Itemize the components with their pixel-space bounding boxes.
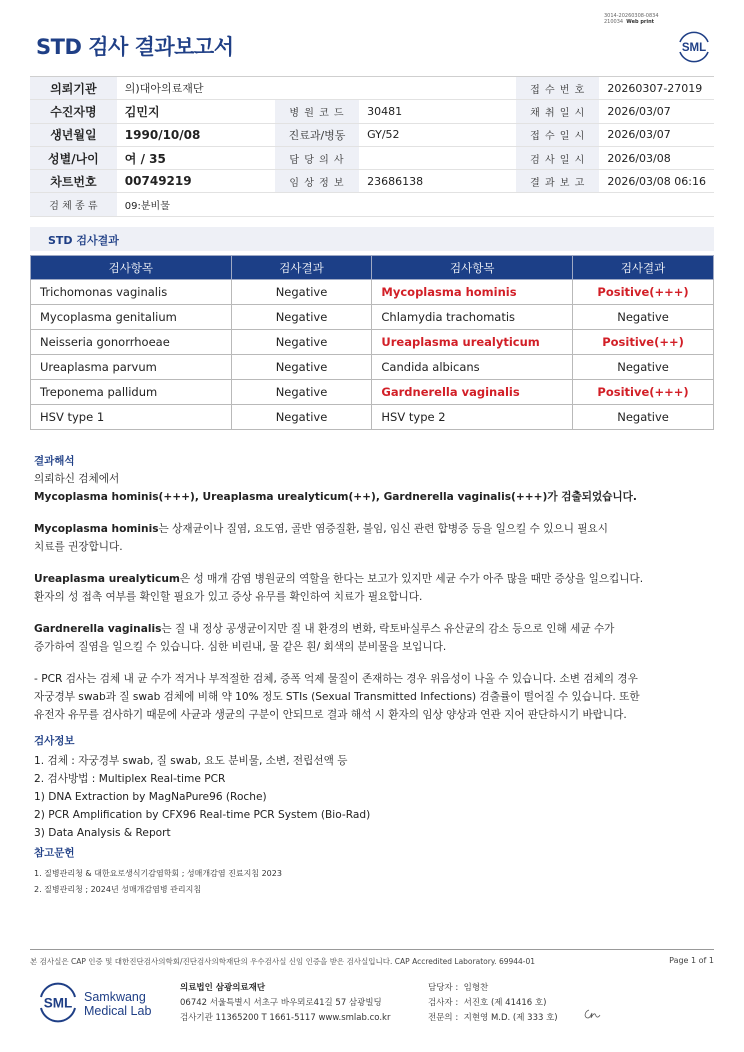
interpretation-intro: 의뢰하신 검체에서 bbox=[34, 473, 120, 485]
label-patient-name: 수진자명 bbox=[30, 100, 117, 123]
page-title: STD 검사 결과보고서 bbox=[36, 35, 234, 59]
receipt-date: 2026/03/07 bbox=[599, 123, 714, 146]
hospital-code: 30481 bbox=[359, 100, 516, 123]
patient-name: 김민지 bbox=[117, 100, 275, 123]
test-item: Mycoplasma genitalium bbox=[31, 305, 232, 330]
footer-divider bbox=[30, 949, 714, 950]
test-item: Ureaplasma urealyticum bbox=[372, 330, 573, 355]
label-hospital-code: 병 원 코 드 bbox=[275, 100, 359, 123]
test-info-item: 2) PCR Amplification by CFX96 Real-time PCR System (Bio-Rad) bbox=[34, 809, 371, 821]
test-item: HSV type 2 bbox=[372, 405, 573, 430]
page-number: Page 1 of 1 bbox=[669, 956, 714, 965]
label-result-report: 결 과 보 고 bbox=[516, 170, 599, 193]
header-test-item: 검사항목 bbox=[372, 256, 573, 280]
test-result: Negative bbox=[231, 280, 372, 305]
chart-number: 00749219 bbox=[117, 170, 275, 193]
test-item: Neisseria gonorrhoeae bbox=[31, 330, 232, 355]
staff-name: 임형찬 bbox=[463, 983, 489, 993]
label-receipt-number: 접 수 번 호 bbox=[516, 77, 599, 100]
test-result: Negative bbox=[573, 405, 714, 430]
test-item: Ureaplasma parvum bbox=[31, 355, 232, 380]
test-item: Gardnerella vaginalis bbox=[372, 380, 573, 405]
label-collection-date: 채 취 일 시 bbox=[516, 100, 599, 123]
receipt-number: 20260307-27019 bbox=[599, 77, 714, 100]
test-result: Negative bbox=[231, 380, 372, 405]
document-code: 3014-20260308-0834 210034 Web print bbox=[604, 13, 659, 25]
label-birth-date: 생년월일 bbox=[30, 123, 117, 146]
interpretation-paragraph: Mycoplasma hominis는 상재균이나 질염, 요도염, 골반 염증질환, 불임, 임신 관련 합병증 등을 일으킬 수 있으니 필요시 bbox=[34, 523, 609, 535]
test-result: Negative bbox=[231, 330, 372, 355]
specimen-type: 09:분비물 bbox=[117, 193, 714, 216]
staff-name: 서진호 (제 41416 호) bbox=[463, 998, 547, 1008]
sex-age: 여 / 35 bbox=[117, 146, 275, 169]
test-result: Negative bbox=[573, 305, 714, 330]
test-info-heading: 검사정보 bbox=[34, 735, 75, 747]
accreditation-note: 본 검사실은 CAP 인증 및 대한진단검사의학회/진단검사의학재단의 우수검사실 신임 인증을 받은 검사실입니다. CAP Accredited Laboratory. 69944-01 bbox=[30, 957, 536, 966]
table-row bbox=[31, 305, 714, 330]
test-item: Chlamydia trachomatis bbox=[372, 305, 573, 330]
patient-info-table bbox=[30, 76, 714, 217]
test-item: Candida albicans bbox=[372, 355, 573, 380]
svg-text:SML: SML bbox=[681, 42, 707, 54]
results-section-title: STD 검사결과 bbox=[30, 227, 714, 251]
clinical-info: 23686138 bbox=[359, 170, 516, 193]
label-specimen-type: 검 체 종 류 bbox=[30, 193, 117, 216]
signature bbox=[582, 1008, 602, 1020]
label-requesting-institution: 의뢰기관 bbox=[30, 77, 117, 100]
label-chart-number: 차트번호 bbox=[30, 170, 117, 193]
test-date: 2026/03/08 bbox=[599, 146, 714, 169]
references-heading: 참고문헌 bbox=[34, 847, 75, 859]
test-item: Mycoplasma hominis bbox=[372, 280, 573, 305]
test-result: Positive(++) bbox=[573, 330, 714, 355]
test-info-item: 2. 검사방법 : Multiplex Real-time PCR bbox=[34, 773, 226, 785]
collection-date: 2026/03/07 bbox=[599, 100, 714, 123]
interpretation-paragraph: Ureaplasma urealyticum은 성 매개 감염 병원균의 역할을 한다는 보고가 있지만 세균 수가 아주 많을 때만 증상을 일으킵니다. bbox=[34, 573, 644, 585]
svg-text:SML: SML bbox=[43, 995, 73, 1011]
test-info-item: 1. 검체 : 자궁경부 swab, 질 swab, 요도 분비물, 소변, 전립선액 등 bbox=[34, 755, 348, 767]
table-row bbox=[31, 380, 714, 405]
header-test-result: 검사결과 bbox=[573, 256, 714, 280]
table-row bbox=[31, 355, 714, 380]
test-item: HSV type 1 bbox=[31, 405, 232, 430]
staff-info: 담당자 : 임형찬 검사자 : 서진호 (제 41416 호) 전문의 : 지현영 M.D. (제 333 호) bbox=[428, 983, 558, 1023]
sml-logo bbox=[675, 27, 713, 65]
sml-logo bbox=[36, 980, 80, 1024]
pcr-note: - PCR 검사는 검체 내 균 수가 적거나 부적절한 검체, 증폭 억제 물질이 존재하는 경우 위음성이 나올 수 있습니다. 소변 검체의 경우 bbox=[34, 673, 638, 685]
reference-item: 2. 질병관리청 ; 2024년 성매개감염병 관리지침 bbox=[34, 885, 202, 894]
header-test-item: 검사항목 bbox=[31, 256, 232, 280]
label-sex-age: 성별/나이 bbox=[30, 146, 117, 169]
label-test-date: 검 사 일 시 bbox=[516, 146, 599, 169]
test-item: Trichomonas vaginalis bbox=[31, 280, 232, 305]
reference-item: 1. 질병관리청 & 대한요로생식기감염학회 ; 성매개감염 진료지침 2023 bbox=[34, 869, 282, 878]
test-item: Treponema pallidum bbox=[31, 380, 232, 405]
brand-name: Samkwang Medical Lab bbox=[84, 990, 152, 1018]
label-department: 진료과/병동 bbox=[275, 123, 359, 146]
interpretation-heading: 결과해석 bbox=[34, 455, 75, 467]
test-result: Negative bbox=[231, 405, 372, 430]
test-info-item: 1) DNA Extraction by MagNaPure96 (Roche) bbox=[34, 791, 267, 803]
header-test-result: 검사결과 bbox=[231, 256, 372, 280]
test-info-item: 3) Data Analysis & Report bbox=[34, 827, 171, 839]
test-result: Positive(+++) bbox=[573, 380, 714, 405]
staff-name: 지현영 M.D. (제 333 호) bbox=[463, 1013, 558, 1023]
organization-info: 의료법인 삼광의료재단 06742 서울특별시 서초구 바우뫼로41길 57 삼광빌딩 검사기관 11365200 T 1661-5117 www.smlab.co.kr bbox=[180, 983, 391, 1023]
interpretation-paragraph: Gardnerella vaginalis는 질 내 정상 공생균이지만 질 내 환경의 변화, 락토바실루스 유산균의 감소 등으로 인해 세균 수가 bbox=[34, 623, 615, 635]
table-row bbox=[31, 330, 714, 355]
department: GY/52 bbox=[359, 123, 516, 146]
test-result: Negative bbox=[231, 355, 372, 380]
birth-date: 1990/10/08 bbox=[117, 123, 275, 146]
requesting-institution: 의)대아의료재단 bbox=[117, 77, 516, 100]
label-attending-doctor: 담 당 의 사 bbox=[275, 146, 359, 169]
table-row bbox=[31, 405, 714, 430]
results-table bbox=[30, 255, 714, 430]
report-body: 결과해석 의뢰하신 검체에서 Mycoplasma hominis(+++), Ureaplasma urealyticum(++), Gardnerella vaginalis(+++)가 검출되었습니다. Mycoplasma hominis는 상재균이나 질염, 요도염, 골반 염증질환, 불임, 임신 관련 합병증 등을 일으킬 수 있으니 필요시 치료를 권장합니다. Ureaplasma urealyticum은 성 매개 감염 병원균의 역할을 한다는 보고가 있지만 세균 수가 아주 많을 때만 증상을 일으킵니다. 환자의 성 접촉 여부를 확인할 필요가 있고 증상 유무를 확인하여 치료가 필요합니다. Gardnerella vaginalis는 질 내 정상 공생균이지만 질 내 환경의 변화, 락토바실루스 유산균의 감소 등으로 인해 세균 수가 증가하여 질염을 일으킬 수 있습니다. 심한 비린내, 물 같은 흰/ 회색의 분비물을 보입니다. - PCR 검사는 검체 내 균 수가 적거나 부적절한 검체, 증폭 억제 물질이 존재하는 경우 위음성이 나올 수 있습니다. 소변 검체의 경우 자궁경부 swab과 질 swab 검체에 비해 약 10% 정도 STIs (Sexual Transmitted Infections) 검출률이 떨어질 수 있습니다. 또한 유전자 유무를 검사하기 때문에 사균과 생균의 구분이 안되므로 결과 해석 시 환자의 임상 양상과 연관 지어 판단하시기 바랍니다. 검사정보 1. 검체 : 자궁경부 swab, 질 swab, 요도 분비물, 소변, 전립선액 등 2. 검사방법 : Multiplex Real-time PCR 1) DNA Extraction by MagNaPure96 (Roche) 2) PCR Amplification by CFX96 Real-time PCR System (Bio-Rad) 3) Data Analysis & Report 참고문헌 1. 질병관리청 & 대한요로생식기감염학회 ; 성매개감염 진료지침 2023 2. 질병관리청 ; 2024년 성매개감염병 관리지침 bbox=[34, 452, 714, 898]
label-receipt-date: 접 수 일 시 bbox=[516, 123, 599, 146]
attending-doctor bbox=[359, 146, 516, 169]
test-result: Negative bbox=[231, 305, 372, 330]
label-clinical-info: 임 상 정 보 bbox=[275, 170, 359, 193]
test-result: Negative bbox=[573, 355, 714, 380]
table-row bbox=[31, 280, 714, 305]
test-result: Positive(+++) bbox=[573, 280, 714, 305]
result-report-date: 2026/03/08 06:16 bbox=[599, 170, 714, 193]
interpretation-summary: Mycoplasma hominis(+++), Ureaplasma urealyticum(++), Gardnerella vaginalis(+++)가 검출되었습니다. bbox=[34, 491, 637, 503]
